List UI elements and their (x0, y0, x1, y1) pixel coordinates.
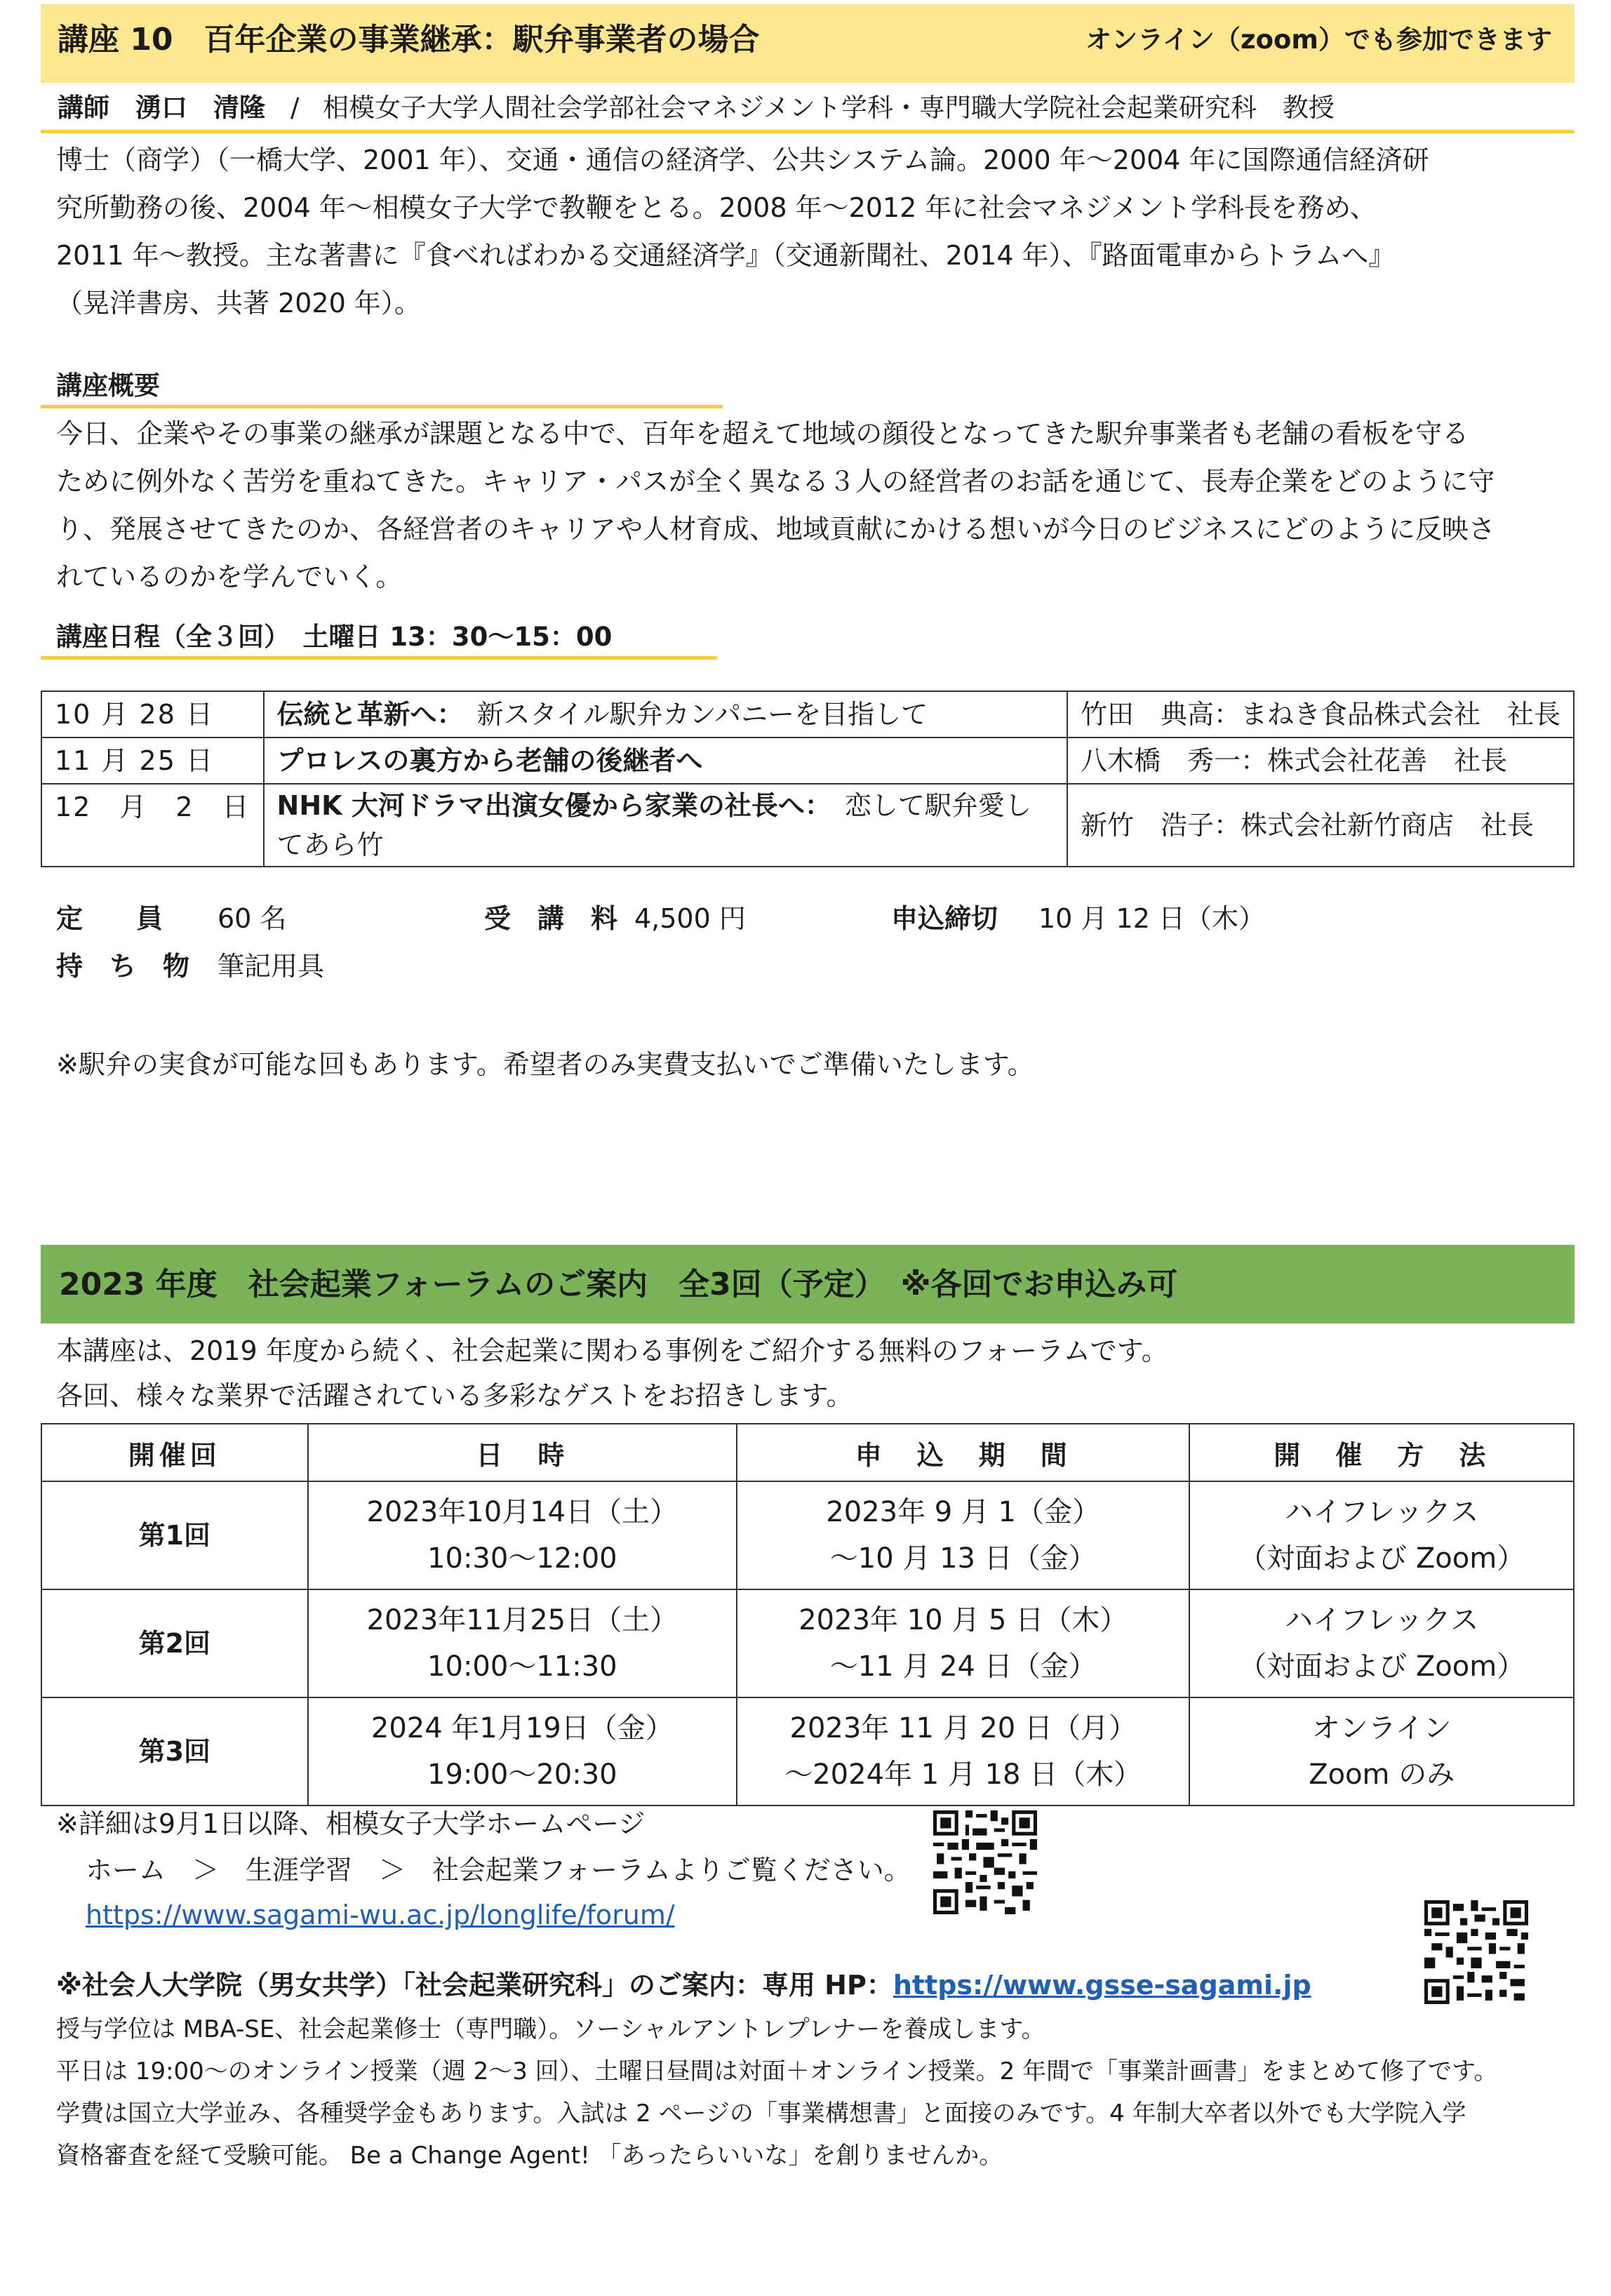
time-text: 10:30～12:00 (427, 1542, 617, 1575)
session-title-main: プロレスの裏方から老舗の後継者へ (276, 745, 703, 776)
items-value: 筆記用具 (218, 951, 325, 982)
bio-line: 博士（商学）（一橋大学、2001 年）、交通・通信の経済学、公共システム論。2000 年～2004 年に国際通信経済研 (56, 145, 1429, 175)
apply-cell (737, 1481, 1189, 1589)
table-header-row (41, 1424, 1574, 1481)
table-row (41, 1697, 1574, 1806)
session-title (264, 691, 1067, 737)
apply-end: ～11 月 24 日（金） (829, 1650, 1097, 1683)
table-row (41, 784, 1574, 867)
grad-info-line: 平日は 19:00～のオンライン授業（週 2～3 回）、土曜日昼間は対面＋オンライン授業。2 年間で「事業計画書」をまとめて修了です。 (56, 2057, 1498, 2085)
forum-title: 2023 年度 社会起業フォーラムのご案内 全3回（予定） ※各回でお申込み可 (59, 1267, 1178, 1302)
grad-info-line: 学費は国立大学並み、各種奨学金もあります。入試は 2 ページの「事業構想書」と面接のみです。4 年制大卒者以外でも大学院入学 (56, 2100, 1466, 2128)
datetime-cell (308, 1589, 737, 1697)
apply-end: ～2024年 1 月 18 日（木） (784, 1758, 1142, 1791)
apply-end: ～10 月 13 日（金） (829, 1542, 1097, 1575)
session-date: 12 月 2 日 (41, 784, 264, 867)
overview-line: ために例外なく苦労を重ねてきた。キャリア・パスが全く異なる３人の経営者のお話を通じて、長寿企業をどのように守 (56, 466, 1495, 497)
col-header-datetime: 日 時 (308, 1424, 737, 1481)
forum-intro-line: 各回、様々な業界で活躍されている多彩なゲストをお招きします。 (56, 1380, 853, 1411)
instructor-name: 講師 湧口 清隆 (58, 93, 265, 123)
round-cell: 第2回 (41, 1589, 308, 1697)
instructor-affiliation: 相模女子大学人間社会学部社会マネジメント学科・専門職大学院社会起業研究科 教授 (323, 93, 1335, 123)
grad-school-heading-text: ※社会人大学院（男女共学）「社会起業研究科」のご案内：専用 HP： (56, 1970, 893, 2001)
apply-start: 2023年 10 月 5 日（木） (798, 1604, 1128, 1636)
datetime-cell (308, 1481, 737, 1589)
table-row (41, 1589, 1574, 1697)
session-date: 10 月 28 日 (41, 691, 264, 737)
schedule-label: 講座日程（全３回） 土曜日 13：30～15：00 (56, 622, 613, 652)
forum-qr-code-icon (933, 1810, 1037, 1914)
date-text: 2023年11月25日（土） (366, 1604, 679, 1636)
method-cell (1189, 1589, 1574, 1697)
instructor-bio (56, 136, 1558, 327)
bento-note: ※駅弁の実食が可能な回もあります。希望者のみ実費支払いでご準備いたします。 (56, 1049, 1034, 1080)
overview-line: 今日、企業やその事業の継承が課題となる中で、百年を超えて地域の顔役となってきた駅弁事業者も老舗の看板を守る (56, 418, 1469, 449)
capacity-value: 60 名 (218, 903, 287, 934)
bio-line: 究所勤務の後、2004 年～相模女子大学で教鞭をとる。2008 年～2012 年に社会マネジメント学科長を務め、 (56, 192, 1377, 223)
session-speaker: 新竹 浩子：株式会社新竹商店 社長 (1067, 784, 1574, 867)
schedule-table (41, 690, 1575, 867)
apply-cell (737, 1697, 1189, 1806)
grad-school-heading (56, 1962, 1311, 2008)
method-sub: Zoom のみ (1309, 1758, 1455, 1791)
overview-line: り、発展させてきたのか、各経営者のキャリアや人材育成、地域貢献にかける想いが今日のビジネスにどのように反映さ (56, 514, 1495, 545)
method-main: ハイフレックス (1285, 1496, 1479, 1528)
datetime-cell (308, 1697, 737, 1806)
grad-school-qr-code-icon (1424, 1900, 1528, 2004)
grad-school-link[interactable]: https://www.gsse-sagami.jp (893, 1970, 1311, 2001)
session-date: 11 月 25 日 (41, 737, 264, 784)
forum-link[interactable]: https://www.sagami-wu.ac.jp/longlife/forum/ (86, 1900, 675, 1930)
overview-text (56, 410, 1558, 601)
session-title-main: 伝統と革新へ： (276, 699, 450, 730)
table-row (41, 1481, 1574, 1589)
overview-line: れているのかを学んでいく。 (56, 561, 403, 592)
method-cell (1189, 1697, 1574, 1806)
apply-cell (737, 1589, 1189, 1697)
overview-label: 講座概要 (56, 371, 160, 401)
grad-info-line: 授与学位は MBA-SE、社会起業修士（専門職）。ソーシャルアントレプレナーを養成します。 (56, 2015, 1045, 2043)
fee-label: 受 講 料 (484, 903, 618, 934)
table-row (41, 691, 1574, 737)
col-header-method: 開 催 方 法 (1189, 1424, 1574, 1481)
session-title-sub: 新スタイル駅弁カンパニーを目指して (476, 699, 928, 730)
date-text: 2023年10月14日（土） (366, 1496, 679, 1528)
items-label: 持 ち 物 (56, 951, 190, 982)
bio-line: 2011 年～教授。主な著書に『食べればわかる交通経済学』（交通新聞社、2014 年）、『路面電車からトラムへ』 (56, 240, 1396, 271)
method-main: ハイフレックス (1285, 1604, 1479, 1636)
course-title: 講座 10 百年企業の事業継承：駅弁事業者の場合 (58, 22, 760, 58)
round-cell: 第1回 (41, 1481, 308, 1589)
date-text: 2024 年1月19日（金） (370, 1712, 674, 1744)
col-header-apply: 申 込 期 間 (737, 1424, 1189, 1481)
round-cell: 第3回 (41, 1697, 308, 1806)
session-title-main: NHK 大河ドラマ出演女優から家業の社長へ： (276, 790, 818, 821)
capacity-label: 定 員 (56, 903, 163, 934)
grad-info-line: 資格審査を経て受験可能。 Be a Change Agent! 「あったらいいな」を創りませんか。 (56, 2142, 1003, 2170)
forum-intro-line: 本講座は、2019 年度から続く、社会起業に関わる事例をご紹介する無料のフォーラムです。 (56, 1335, 1168, 1366)
deadline-value: 10 月 12 日（木） (1038, 903, 1265, 934)
session-title (264, 737, 1067, 784)
time-text: 19:00～20:30 (427, 1758, 617, 1791)
method-sub: （対面および Zoom） (1238, 1650, 1525, 1683)
session-title-sub: 恋して駅弁愛してあら竹 (276, 790, 1031, 860)
table-row (41, 737, 1574, 784)
online-note: オンライン（zoom）でも参加できます (1085, 25, 1552, 55)
deadline-label: 申込締切 (891, 903, 998, 934)
apply-start: 2023年 11 月 20 日（月） (789, 1712, 1137, 1744)
method-sub: （対面および Zoom） (1238, 1542, 1525, 1575)
fee-value: 4,500 円 (634, 903, 746, 934)
method-main: オンライン (1311, 1712, 1452, 1744)
session-title (264, 784, 1067, 867)
col-header-round: 開催回 (41, 1424, 308, 1481)
session-speaker: 八木橋 秀一：株式会社花善 社長 (1067, 737, 1574, 784)
method-cell (1189, 1481, 1574, 1589)
instructor-separator: / (290, 93, 300, 123)
session-speaker: 竹田 典高：まねき食品株式会社 社長 (1067, 691, 1574, 737)
forum-details: ※詳細は9月1日以降、相模女子大学ホームページ (56, 1808, 646, 1839)
time-text: 10:00～11:30 (427, 1650, 617, 1683)
apply-start: 2023年 9 月 1（金） (826, 1496, 1101, 1528)
forum-breadcrumb: ホーム ＞ 生涯学習 ＞ 社会起業フォーラムよりご覧ください。 (86, 1855, 911, 1885)
bio-line: （晃洋書房、共著 2020 年）。 (56, 288, 421, 319)
forum-table (41, 1423, 1575, 1806)
